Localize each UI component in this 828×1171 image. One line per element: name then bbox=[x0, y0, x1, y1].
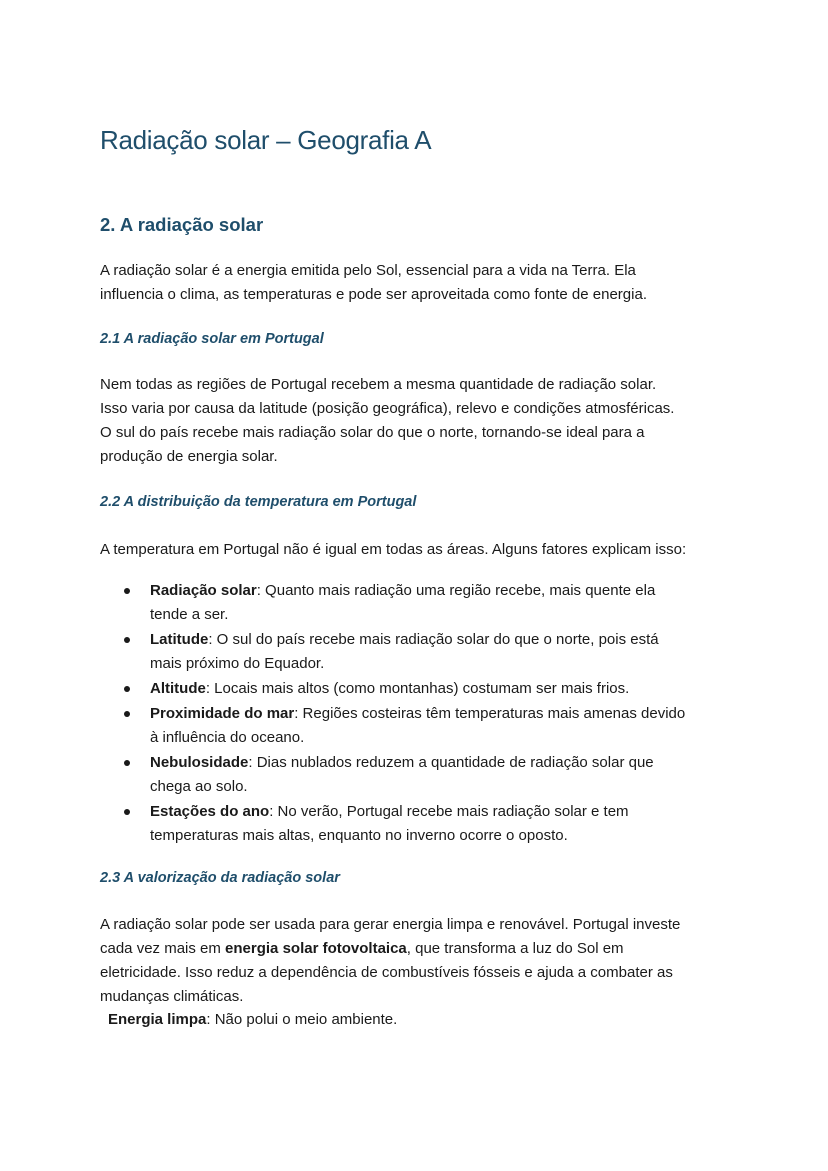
section-heading-radiacao-solar: 2. A radiação solar bbox=[100, 214, 264, 235]
list-item bbox=[100, 628, 740, 676]
bold-term: energia solar fotovoltaica bbox=[225, 940, 407, 957]
paragraph-line: A radiação solar é a energia emitida pelo Sol, essencial para a vida na Terra. Ela bbox=[100, 262, 636, 279]
document-title: Radiação solar – Geografia A bbox=[100, 125, 432, 155]
factor-text-continued: temperaturas mais altas, enquanto no inverno ocorre o oposto. bbox=[150, 827, 568, 844]
factor-text: : O sul do país recebe mais radiação solar do que o norte, pois está bbox=[208, 631, 659, 648]
factor-text-continued: chega ao solo. bbox=[150, 778, 248, 795]
factor-term: Radiação solar bbox=[150, 582, 257, 599]
list-item bbox=[100, 751, 740, 799]
bullet-icon bbox=[124, 686, 130, 692]
factor-text: : Dias nublados reduzem a quantidade de radiação solar que bbox=[248, 754, 654, 771]
section-intro-paragraph bbox=[100, 259, 740, 307]
paragraph-line: A radiação solar pode ser usada para gerar energia limpa e renovável. Portugal investe bbox=[100, 916, 681, 933]
paragraph-line: produção de energia solar. bbox=[100, 448, 278, 465]
factor-term: Latitude bbox=[150, 631, 209, 648]
factor-term: Estações do ano bbox=[150, 803, 270, 820]
temperature-factors-list bbox=[100, 579, 740, 849]
bullet-icon bbox=[124, 809, 130, 815]
paragraph-line: influencia o clima, as temperaturas e pode ser aproveitada como fonte de energia. bbox=[100, 286, 647, 303]
temperatura-intro-paragraph bbox=[100, 538, 740, 562]
list-item bbox=[100, 579, 740, 627]
factor-text: : Regiões costeiras têm temperaturas mais amenas devido bbox=[294, 705, 686, 722]
paragraph-line: mudanças climáticas. bbox=[100, 988, 244, 1005]
subheading-distribuicao-temperatura: 2.2 A distribuição da temperatura em Portugal bbox=[100, 494, 417, 510]
bullet-icon bbox=[124, 711, 130, 717]
subheading-valorizacao-radiacao: 2.3 A valorização da radiação solar bbox=[100, 870, 340, 886]
paragraph-line: Nem todas as regiões de Portugal recebem a mesma quantidade de radiação solar. bbox=[100, 376, 657, 393]
bullet-icon bbox=[124, 588, 130, 594]
factor-term: Proximidade do mar bbox=[150, 705, 295, 722]
bullet-icon bbox=[124, 760, 130, 766]
note-term: Energia limpa bbox=[108, 1011, 207, 1028]
factor-text: : Quanto mais radiação uma região recebe, mais quente ela bbox=[256, 582, 656, 599]
factor-text-continued: à influência do oceano. bbox=[150, 729, 305, 746]
paragraph-line: eletricidade. Isso reduz a dependência de combustíveis fósseis e ajuda a combater as bbox=[100, 964, 673, 981]
radiacao-portugal-paragraph bbox=[100, 373, 740, 469]
valorizacao-paragraph bbox=[100, 913, 740, 1009]
factor-term: Altitude bbox=[150, 680, 206, 697]
paragraph-line: O sul do país recebe mais radiação solar do que o norte, tornando-se ideal para a bbox=[100, 424, 645, 441]
paragraph-line: Isso varia por causa da latitude (posição geográfica), relevo e condições atmosféricas. bbox=[100, 400, 675, 417]
energia-limpa-note bbox=[108, 1008, 397, 1032]
paragraph-text: cada vez mais em bbox=[100, 940, 226, 957]
paragraph-line: A temperatura em Portugal não é igual em todas as áreas. Alguns fatores explicam isso: bbox=[100, 541, 687, 558]
list-item bbox=[100, 677, 740, 701]
bullet-icon bbox=[124, 637, 130, 643]
factor-text: : No verão, Portugal recebe mais radiação solar e tem bbox=[269, 803, 629, 820]
factor-text-continued: tende a ser. bbox=[150, 606, 229, 623]
list-item bbox=[100, 800, 740, 848]
list-item bbox=[100, 702, 740, 750]
factor-text-continued: mais próximo do Equador. bbox=[150, 655, 325, 672]
factor-term: Nebulosidade bbox=[150, 754, 249, 771]
paragraph-text: , que transforma a luz do Sol em bbox=[406, 940, 624, 957]
note-text: : Não polui o meio ambiente. bbox=[206, 1011, 398, 1028]
factor-text: : Locais mais altos (como montanhas) costumam ser mais frios. bbox=[205, 680, 630, 697]
subheading-radiacao-portugal: 2.1 A radiação solar em Portugal bbox=[100, 331, 324, 347]
